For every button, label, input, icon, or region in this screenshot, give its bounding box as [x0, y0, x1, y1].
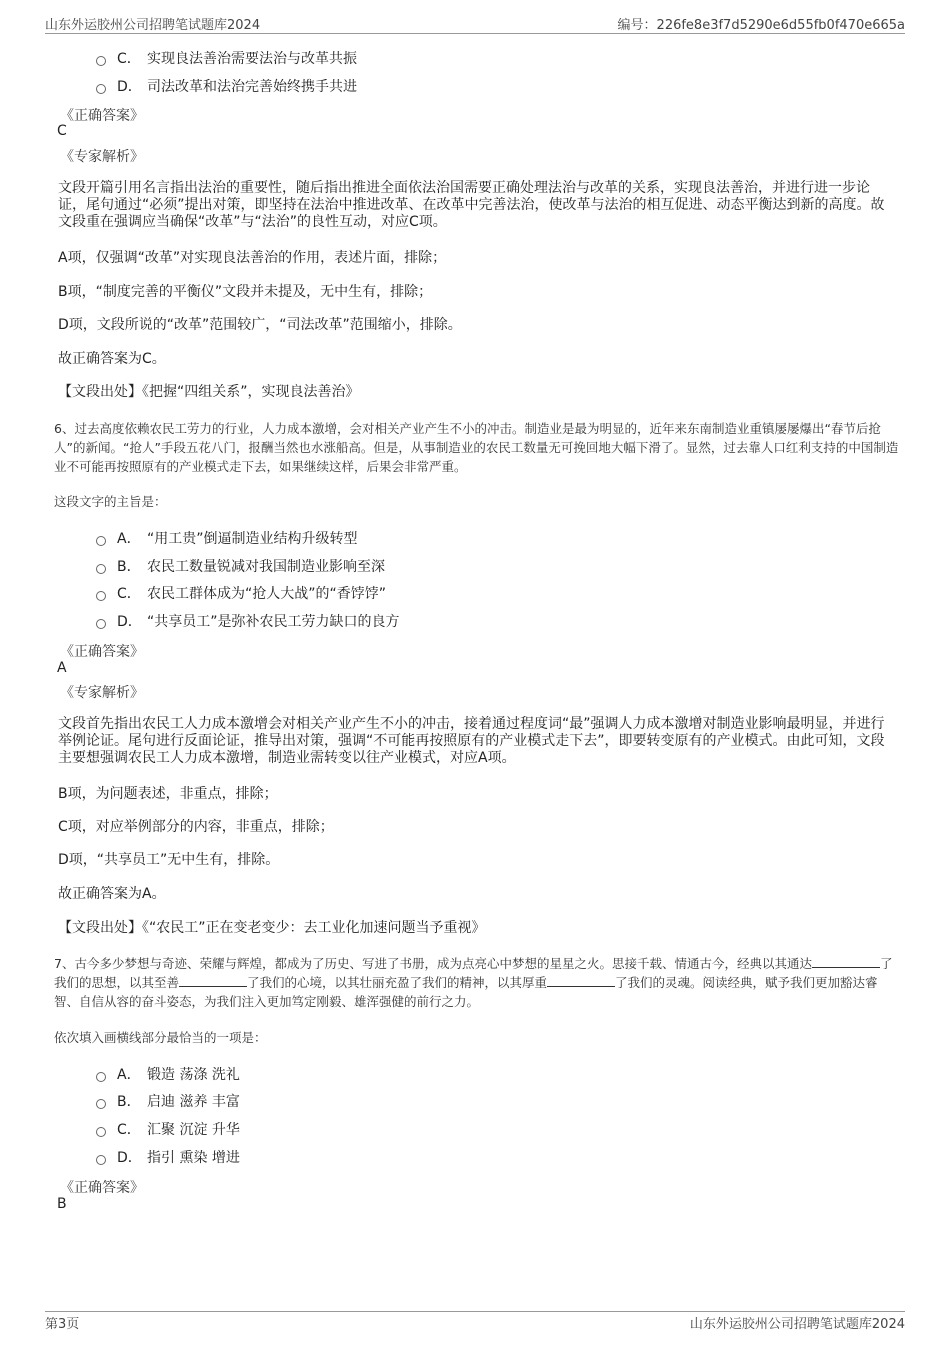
radio-icon[interactable]: [96, 591, 106, 601]
q6-question-text: 6、过去高度依赖农民工劳力的行业，人力成本激增，会对相关产业产生不小的冲击。制造业是最为明显的，近年来东南制造业重镇屡屡爆出“春节后抢人”的新闻。“抢人”手段五花八门，报酬当然也水涨船高。但是，从事制造业的农民工数量无可挽回地大幅下滑了。显然，过去靠人口红利支持的中国制造业不可能再按照原有的产业模式走下去，如果继续这样，后果会非常严重。: [54, 421, 899, 474]
blank-line: [547, 974, 615, 987]
q5-option-d[interactable]: D． 司法改革和法治完善始终携手共进: [96, 76, 357, 96]
q6-option-d[interactable]: D． “共享员工”是弥补农民工劳力缺口的良方: [96, 611, 400, 631]
q5-answer-label: 《正确答案》: [60, 108, 144, 124]
q7-option-a[interactable]: A． 锻造 荡涤 洗礼: [96, 1064, 240, 1084]
q6-answer: A: [57, 660, 67, 676]
q6-analysis-c: C项，对应举例部分的内容，非重点，排除；: [58, 819, 334, 835]
q5-answer: C: [57, 123, 67, 139]
q7-option-b[interactable]: B． 启迪 滋养 丰富: [96, 1091, 240, 1111]
q7-option-c[interactable]: C． 汇聚 沉淀 升华: [96, 1119, 240, 1139]
radio-icon[interactable]: [96, 536, 106, 546]
blank-line: [812, 955, 880, 968]
q5-conclusion: 故正确答案为C。: [58, 351, 166, 367]
q6-analysis-label: 《专家解析》: [60, 685, 144, 701]
q5-option-c[interactable]: C． 实现良法善治需要法治与改革共振: [96, 48, 357, 68]
q6-analysis-b: B项，为问题表述，非重点，排除；: [58, 786, 278, 802]
q6-option-b[interactable]: B． 农民工数量锐减对我国制造业影响至深: [96, 556, 385, 576]
q6-option-a[interactable]: A． “用工贵”倒逼制造业结构升级转型: [96, 528, 358, 548]
q6-conclusion: 故正确答案为A。: [58, 886, 166, 902]
q7-option-d[interactable]: D． 指引 熏染 增进: [96, 1147, 240, 1167]
q7-prompt: 依次填入画横线部分最恰当的一项是：: [54, 1030, 267, 1045]
q6-answer-label: 《正确答案》: [60, 644, 144, 660]
q5-analysis-b: B项，“制度完善的平衡仪”文段并未提及，无中生有，排除；: [58, 284, 433, 300]
header-title: 山东外运胶州公司招聘笔试题库2024: [45, 18, 261, 33]
radio-icon[interactable]: [96, 1155, 106, 1165]
q7-answer: B: [57, 1196, 67, 1212]
document-id: 编号：226fe8e3f7d5290e6d55fb0f470e665a: [617, 18, 905, 33]
q5-analysis-label: 《专家解析》: [60, 149, 144, 165]
radio-icon[interactable]: [96, 1099, 106, 1109]
page-number: 第3页: [45, 1317, 80, 1332]
radio-icon[interactable]: [96, 56, 106, 66]
footer-title: 山东外运胶州公司招聘笔试题库2024: [689, 1317, 905, 1332]
blank-line: [179, 974, 247, 987]
q5-analysis-d: D项，文段所说的“改革”范围较广，“司法改革”范围缩小，排除。: [58, 317, 462, 333]
q6-analysis-paragraph: 文段首先指出农民工人力成本激增会对相关产业产生不小的冲击，接着通过程度词“最”强调人力成本激增对制造业影响最明显，并进行举例论证。尾句进行反面论证，推导出对策，强调“不可能再按照原有的产业模式走下去”，即要转变原有的产业模式。由此可知，文段主要想强调农民工人力成本激增，制造业需转变以往产业模式，对应A项。: [58, 716, 885, 766]
header-divider: [45, 33, 905, 34]
q6-option-c[interactable]: C． 农民工群体成为“抢人大战”的“香饽饽”: [96, 583, 386, 603]
footer-divider: [45, 1311, 905, 1312]
radio-icon[interactable]: [96, 1127, 106, 1137]
q5-source: 【文段出处】《把握“四组关系”，实现良法善治》: [58, 384, 360, 400]
radio-icon[interactable]: [96, 84, 106, 94]
radio-icon[interactable]: [96, 1072, 106, 1082]
radio-icon[interactable]: [96, 564, 106, 574]
q7-answer-label: 《正确答案》: [60, 1180, 144, 1196]
q6-source: 【文段出处】《“农民工”正在变老变少：去工业化加速问题当予重视》: [58, 920, 486, 936]
q5-analysis-paragraph: 文段开篇引用名言指出法治的重要性，随后指出推进全面依法治国需要正确处理法治与改革的关系，实现良法善治，并进行进一步论证，尾句通过“必须”提出对策，即坚持在法治中推进改革、在改革中完善法治，使改革与法治的相互促进、动态平衡达到新的高度。故文段重在强调应当确保“改革”与“法治”的良性互动，对应C项。: [58, 180, 885, 230]
q6-prompt: 这段文字的主旨是：: [54, 494, 167, 509]
q5-analysis-a: A项，仅强调“改革”对实现良法善治的作用，表述片面，排除；: [58, 250, 447, 266]
radio-icon[interactable]: [96, 619, 106, 629]
q6-analysis-d: D项，“共享员工”无中生有，排除。: [58, 852, 280, 868]
q7-question-text: 7、古今多少梦想与奇迹、荣耀与辉煌，都成为了历史、写进了书册，成为点亮心中梦想的星星之火。思接千载、情通古今，经典以其通达 了我们的思想，以其至善 了我们的心境，以其壮丽充盈了我们的精神，以其厚重 了我们的灵魂。阅读经典，赋予我们更加豁达睿智、自信从容的奋斗姿态，为我们注入更加笃定刚毅、雄浑强健的前行之力。: [54, 956, 893, 1009]
